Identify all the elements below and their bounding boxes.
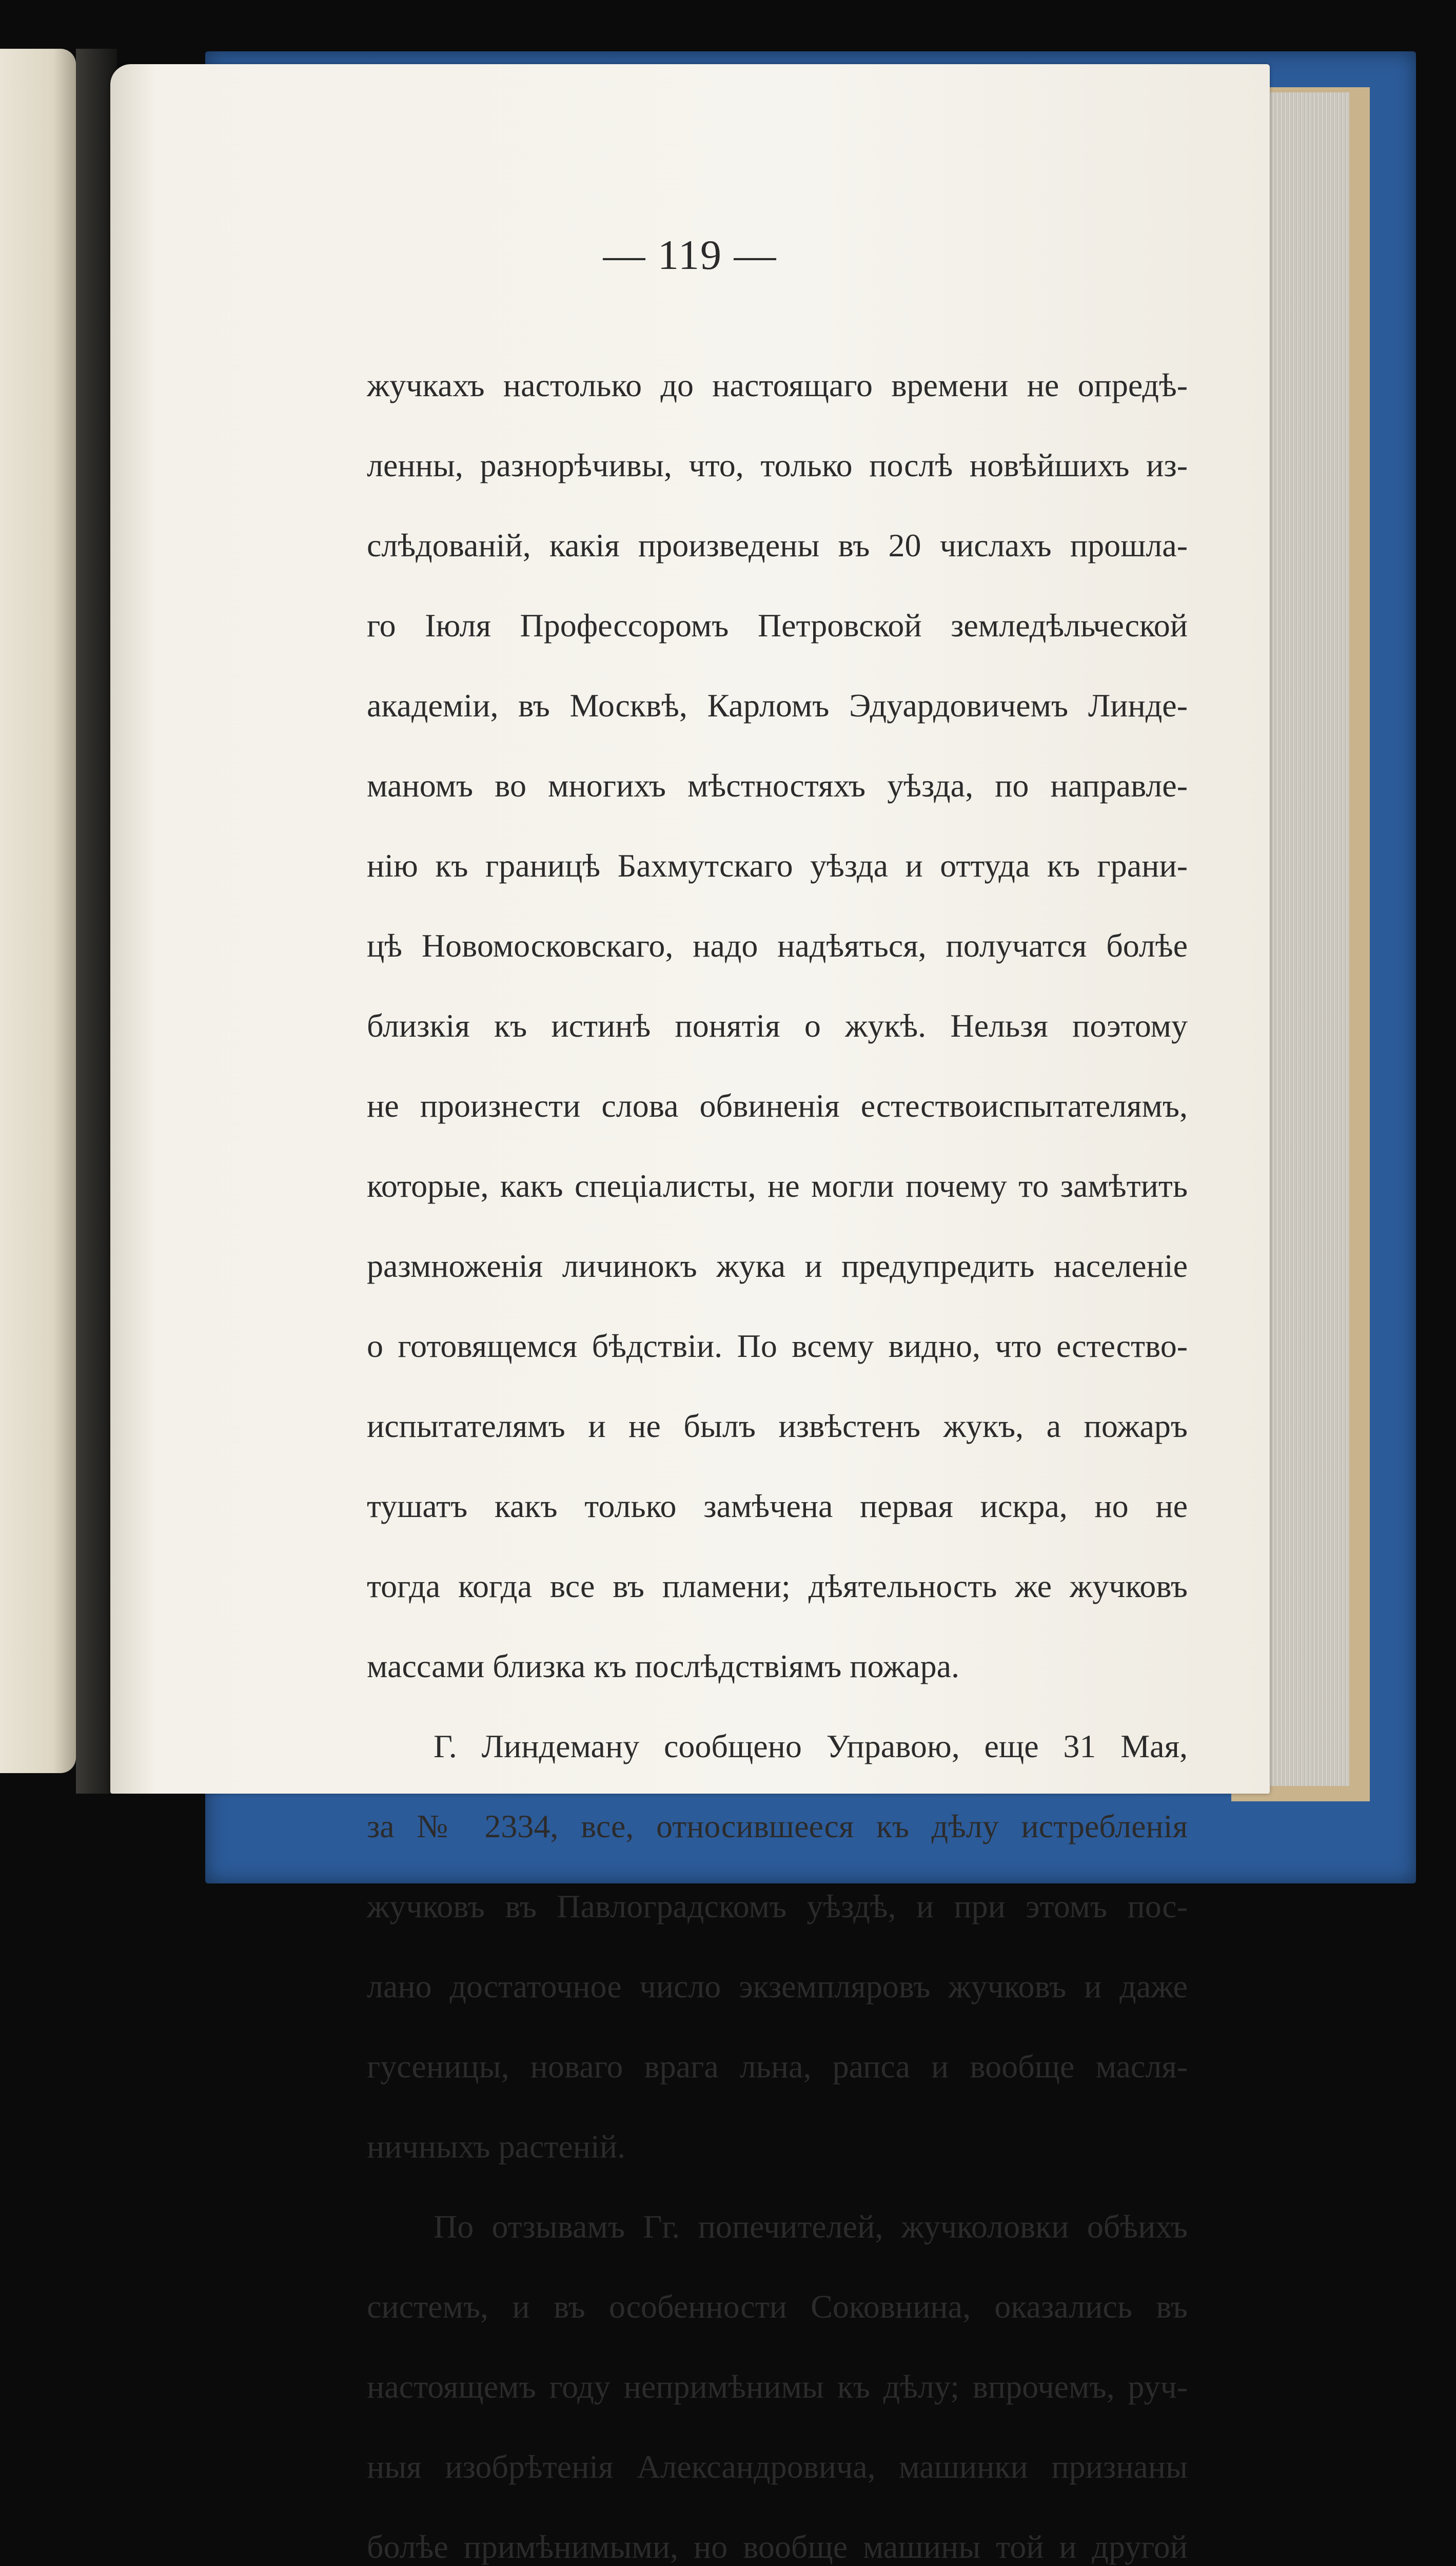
- text-line: тушатъ какъ только замѣчена первая искра, но не: [367, 1488, 1188, 1524]
- text-line: ничныхъ растеній.: [367, 2128, 626, 2165]
- text-line: жучковъ въ Павлоградскомъ уѣздѣ, и при этомъ пос-: [367, 1888, 1188, 1924]
- text-line: тогда когда все въ пламени; дѣятельность же жучковъ: [367, 1568, 1188, 1604]
- text-line: которые, какъ спеціалисты, не могли почему то замѣтить: [367, 1168, 1188, 1204]
- text-line: академіи, въ Москвѣ, Карломъ Эдуардовичемъ Линде-: [367, 687, 1188, 724]
- left-facing-page: [0, 49, 76, 1773]
- text-line: системъ, и въ особенности Соковнина, оказались въ: [367, 2288, 1188, 2325]
- text-line: испытателямъ и не былъ извѣстенъ жукъ, а пожаръ: [367, 1408, 1188, 1444]
- text-line: слѣдованій, какія произведены въ 20 числахъ прошла-: [367, 527, 1188, 563]
- page-number: — 119 —: [603, 231, 777, 278]
- text-line: настоящемъ году непримѣнимы къ дѣлу; впрочемъ, руч-: [367, 2368, 1188, 2405]
- text-line: массами близка къ послѣдствіямъ пожара.: [367, 1648, 959, 1684]
- text-line: го Іюля Профессоромъ Петровской земледѣльческой: [367, 607, 1188, 644]
- text-line: близкія къ истинѣ понятія о жукѣ. Нельзя поэтому: [367, 1007, 1188, 1044]
- text-line: о готовящемся бѣдствіи. По всему видно, что естество-: [367, 1328, 1188, 1364]
- text-line: жучкахъ настолько до настоящаго времени не опредѣ-: [367, 367, 1188, 403]
- text-line: ленны, разнорѣчивы, что, только послѣ новѣйшихъ из-: [367, 447, 1188, 483]
- text-line: гусеницы, новаго врага льна, рапса и вообще масля-: [367, 2048, 1188, 2085]
- body-text: [367, 345, 1188, 2566]
- text-line: ныя изобрѣтенія Александровича, машинки признаны: [367, 2448, 1188, 2485]
- text-line: за № 2334, все, относившееся къ дѣлу истребленія: [367, 1808, 1188, 1844]
- text-line: Г. Линдеману сообщено Управою, еще 31 Мая,: [434, 1728, 1188, 1764]
- text-line: цѣ Новомосковскаго, надо надѣяться, получатся болѣе: [367, 927, 1188, 964]
- text-line: лано достаточное число экземпляровъ жучковъ и даже: [367, 1968, 1188, 2005]
- text-line: не произнести слова обвиненія естествоиспытателямъ,: [367, 1087, 1188, 1124]
- text-line: маномъ во многихъ мѣстностяхъ уѣзда, по направле-: [367, 767, 1188, 804]
- text-line: По отзывамъ Гг. попечителей, жучколовки обѣихъ: [434, 2208, 1188, 2245]
- text-line: нію къ границѣ Бахмутскаго уѣзда и оттуда къ грани-: [367, 847, 1188, 884]
- text-line: болѣе примѣнимыми, но вообще машины той и другой: [367, 2529, 1188, 2565]
- book-page: [110, 64, 1270, 2565]
- text-line: размноженія личинокъ жука и предупредить населеніе: [367, 1248, 1188, 1284]
